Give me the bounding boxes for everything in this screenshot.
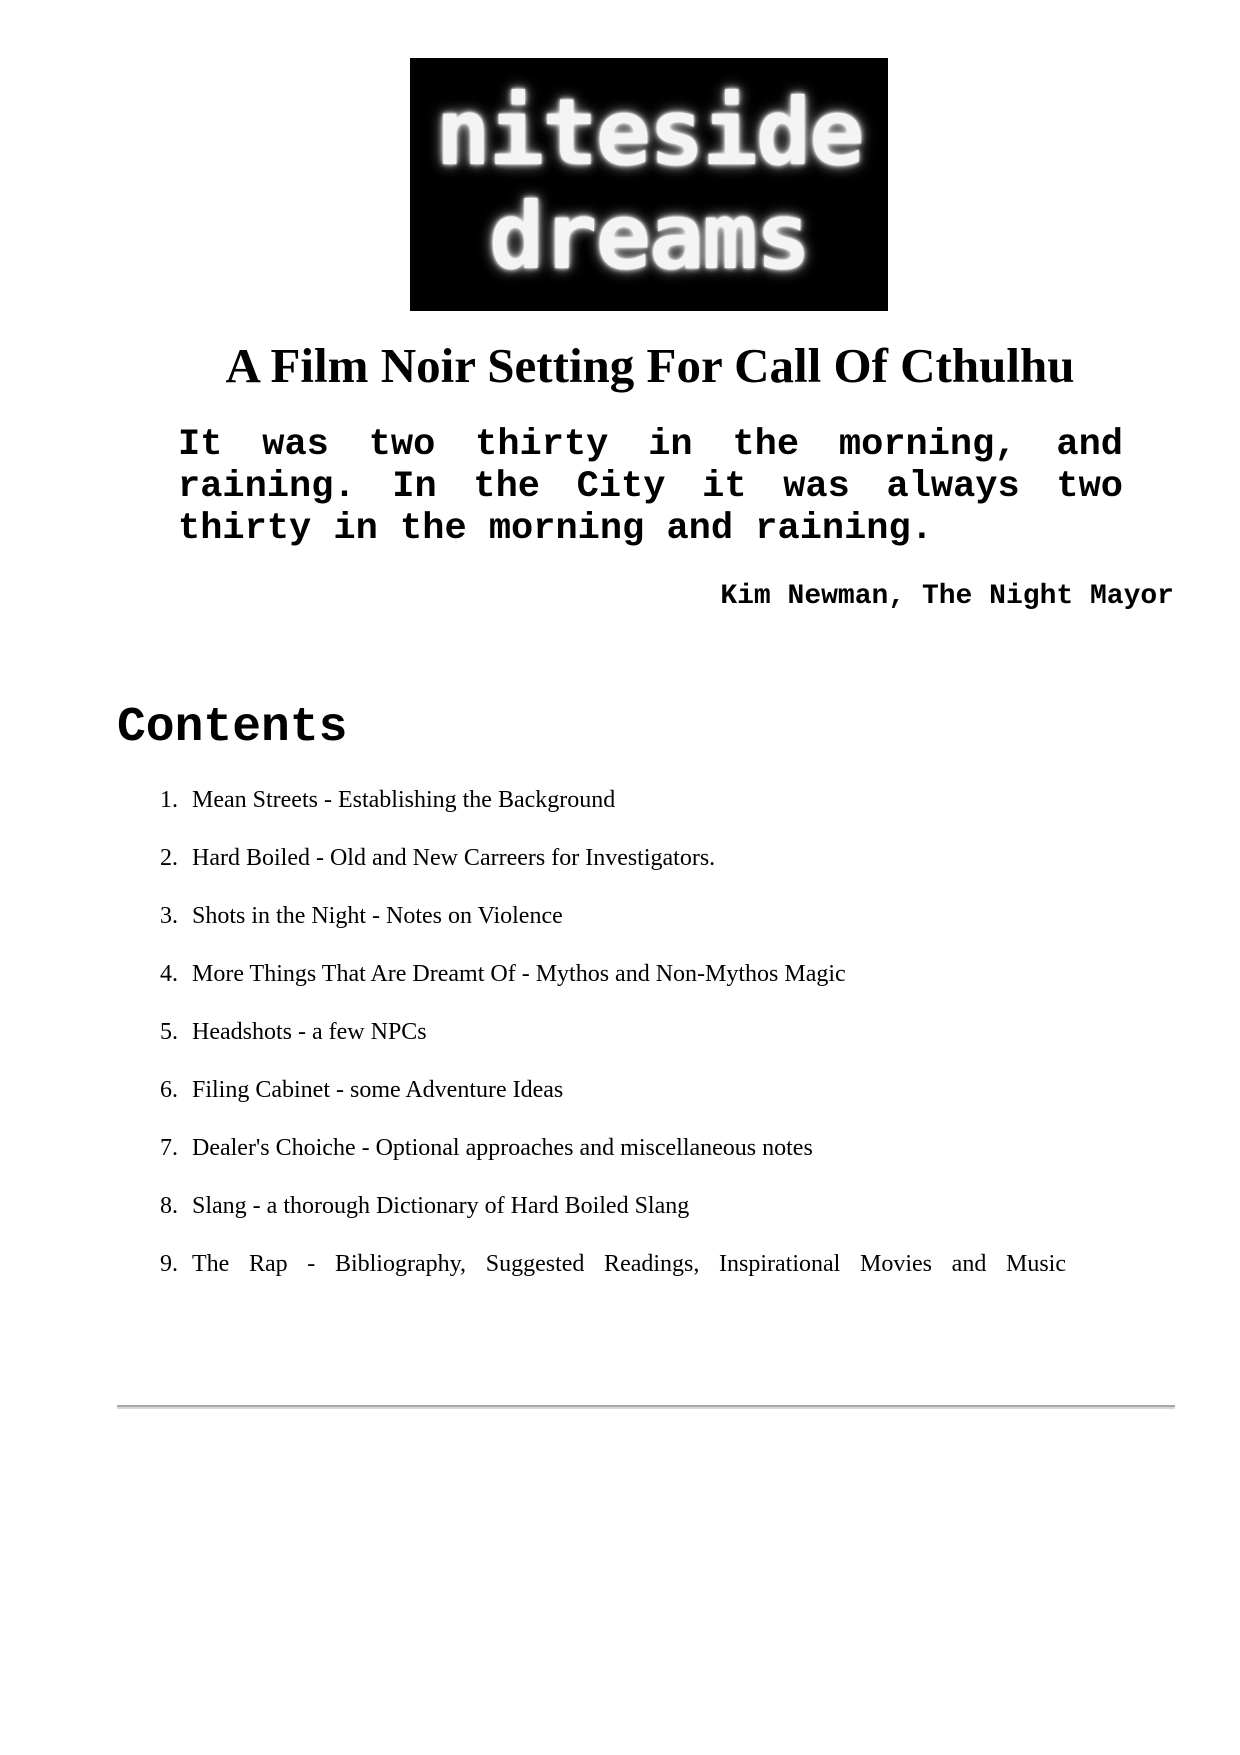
toc-item-4[interactable] (160, 959, 1066, 1017)
toc-item-link[interactable]: Slang - a thorough Dictionary of Hard Boiled Slang (192, 1193, 690, 1219)
table-of-contents (160, 785, 1066, 1307)
toc-item-link[interactable]: More Things That Are Dreamt Of - Mythos and Non-Mythos Magic (192, 961, 846, 987)
toc-item-number: 2. (160, 845, 178, 871)
epigraph-attribution: Kim Newman, The Night Mayor (720, 581, 1174, 612)
horizontal-rule (117, 1405, 1175, 1409)
page-title: A Film Noir Setting For Call Of Cthulhu (225, 338, 1075, 393)
toc-item-link[interactable]: Dealer's Choiche - Optional approaches and miscellaneous notes (192, 1135, 813, 1161)
toc-item-8[interactable] (160, 1191, 1066, 1249)
toc-item-7[interactable] (160, 1133, 1066, 1191)
logo-line-1: niteside (435, 78, 863, 186)
toc-item-link[interactable]: The Rap - Bibliography, Suggested Readings, Inspirational Movies and Music (192, 1251, 1066, 1277)
toc-item-number: 5. (160, 1019, 178, 1045)
toc-item-link[interactable]: Filing Cabinet - some Adventure Ideas (192, 1077, 564, 1103)
contents-heading: Contents (117, 701, 348, 755)
toc-item-number: 4. (160, 961, 178, 987)
toc-item-number: 8. (160, 1193, 178, 1219)
toc-item-link[interactable]: Hard Boiled - Old and New Carreers for Investigators. (192, 845, 716, 871)
toc-item-3[interactable] (160, 901, 1066, 959)
site-logo (410, 58, 888, 311)
toc-item-5[interactable] (160, 1017, 1066, 1075)
toc-item-link[interactable]: Shots in the Night - Notes on Violence (192, 903, 563, 929)
toc-item-number: 6. (160, 1077, 178, 1103)
toc-item-number: 3. (160, 903, 178, 929)
toc-item-9[interactable] (160, 1249, 1066, 1307)
toc-item-1[interactable] (160, 785, 1066, 843)
toc-item-number: 9. (160, 1251, 178, 1277)
toc-item-2[interactable] (160, 843, 1066, 901)
toc-item-6[interactable] (160, 1075, 1066, 1133)
toc-item-number: 1. (160, 787, 178, 813)
toc-item-number: 7. (160, 1135, 178, 1161)
epigraph-quote: It was two thirty in the morning, and raining. In the City it was always two thirty in the morning and raining. (178, 424, 1123, 550)
toc-item-link[interactable]: Mean Streets - Establishing the Background (192, 787, 616, 813)
logo-line-2: dreams (488, 182, 810, 290)
toc-item-link[interactable]: Headshots - a few NPCs (192, 1019, 427, 1045)
